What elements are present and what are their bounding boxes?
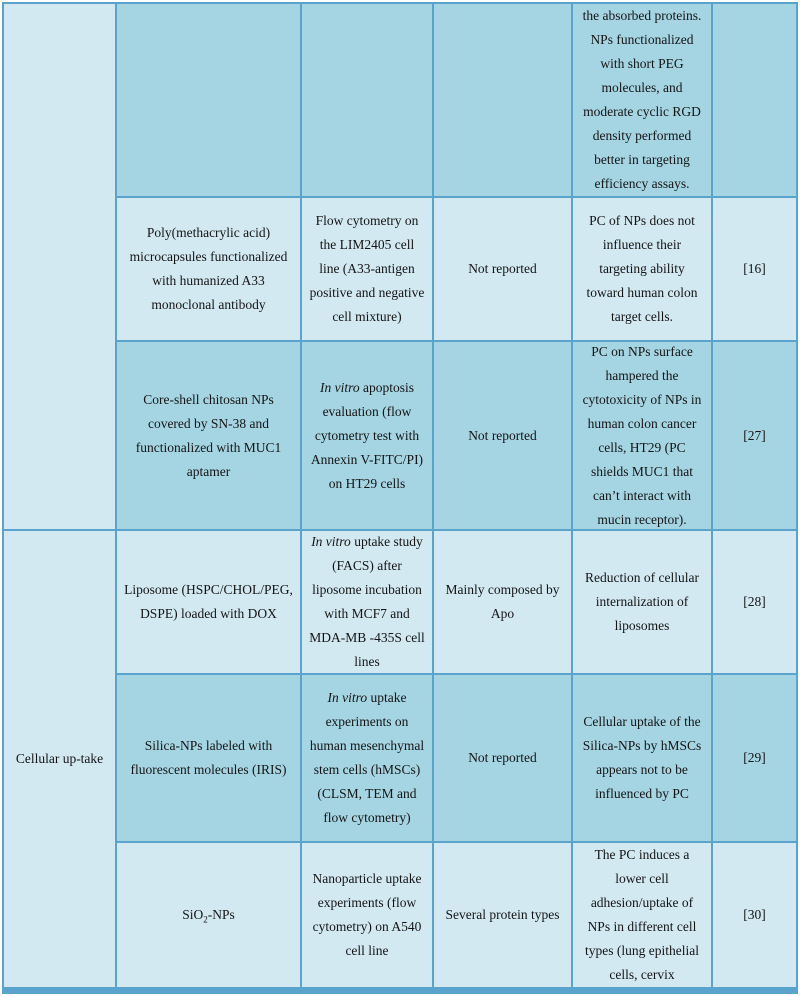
row-2-nanoparticle: Core-shell chitosan NPs covered by SN-38 and functionalized with MUC1 aptamer [117, 342, 300, 529]
row-3-nanoparticle: Liposome (HSPC/CHOL/PEG, DSPE) loaded with DOX [117, 531, 300, 673]
row-2-assay: In vitro apoptosis evaluation (flow cytometry test with Annexin V-FITC/PI) on HT29 cells [302, 342, 432, 529]
row-5-assay: Nanoparticle uptake experiments (flow cytometry) on A540 cell line [302, 843, 432, 987]
row-5-pc-composition: Several protein types [434, 843, 571, 987]
row-5-nanoparticle: SiO$_2$-NPs [117, 843, 300, 987]
row-2-pc-composition: Not reported [434, 342, 571, 529]
protein-corona-table [2, 2, 798, 994]
row-5-effect: The PC induces a lower cell adhesion/uptake of NPs in different cell types (lung epithelial cells, cervix [573, 843, 711, 987]
row-3-effect: Reduction of cellular internalization of liposomes [573, 531, 711, 673]
row-4-pc-composition: Not reported [434, 675, 571, 841]
row-1-nanoparticle: Poly(methacrylic acid) microcapsules functionalized with humanized A33 monoclonal antibody [117, 198, 300, 340]
row-1-assay: Flow cytometry on the LIM2405 cell line (A33-antigen positive and negative cell mixture) [302, 198, 432, 340]
row-5-ref: [30] [713, 843, 796, 987]
row-2-ref: [27] [713, 342, 796, 529]
row-0-pc-composition [434, 4, 571, 196]
row-1-pc-composition: Not reported [434, 198, 571, 340]
row-0-effect: the absorbed proteins. NPs functionalized with short PEG molecules, and moderate cyclic RGD density performed better in targeting efficiency assays. [573, 4, 711, 196]
row-1-effect: PC of NPs does not influence their targeting ability toward human colon target cells. [573, 198, 711, 340]
row-2-effect: PC on NPs surface hampered the cytotoxicity of NPs in human colon cancer cells, HT29 (PC shields MUC1 that can’t interact with mucin receptor). [573, 342, 711, 529]
row-1-ref: [16] [713, 198, 796, 340]
row-0-ref [713, 4, 796, 196]
row-4-effect: Cellular uptake of the Silica-NPs by hMSCs appears not to be influenced by PC [573, 675, 711, 841]
row-4-ref: [29] [713, 675, 796, 841]
row-4-assay: In vitro uptake experiments on human mesenchymal stem cells (hMSCs) (CLSM, TEM and flow cytometry) [302, 675, 432, 841]
row-3-pc-composition: Mainly composed by Apo [434, 531, 571, 673]
row-0-assay [302, 4, 432, 196]
row-3-assay: In vitro uptake study (FACS) after liposome incubation with MCF7 and MDA-MB -435S cell lines [302, 531, 432, 673]
row-4-nanoparticle: Silica-NPs labeled with fluorescent molecules (IRIS) [117, 675, 300, 841]
row-3-ref: [28] [713, 531, 796, 673]
group-cell-cellular-uptake: Cellular up-take [4, 531, 115, 987]
row-0-nanoparticle [117, 4, 300, 196]
group-cell-targeting [4, 4, 115, 529]
